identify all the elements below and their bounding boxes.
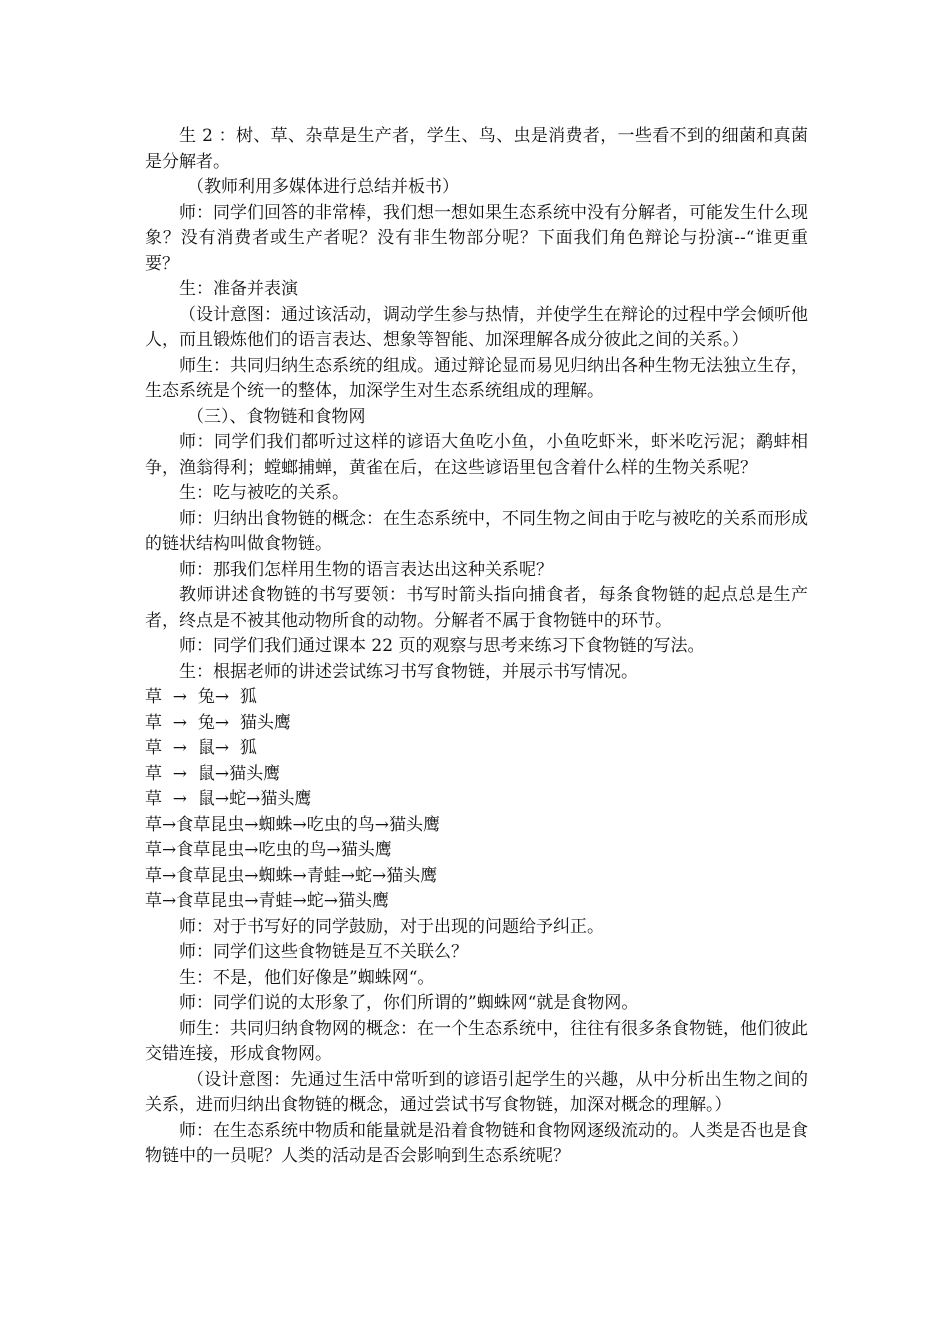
paragraph: 师生：共同归纳食物网的概念：在一个生态系统中，往往有很多条食物链，他们彼此交错连接，形成食物网。 (145, 1018, 808, 1064)
document-page (145, 124, 808, 1170)
food-chain-line: 草 → 兔→ 狐 (145, 687, 257, 707)
food-chain-line: 草→食草昆虫→蜘蛛→青蛙→蛇→猫头鹰 (145, 865, 438, 886)
paragraph: 师：同学们这些食物链是互不关联么？ (179, 942, 468, 962)
paragraph: 师：同学们回答的非常棒，我们想一想如果生态系统中没有分解者，可能发生什么现象？没有消费者或生产者呢？没有非生物部分呢？下面我们角色辩论与扮演--“谁更重要？ (145, 202, 808, 274)
food-chain-line: 草 → 鼠→ 狐 (145, 738, 257, 758)
food-chain-line: 草→食草昆虫→青蛙→蛇→猫头鹰 (145, 891, 389, 911)
paragraph: 生：根据老师的讲述尝试练习书写食物链，并展示书写情况。 (179, 661, 638, 682)
paragraph: 师生：共同归纳生态系统的组成。通过辩论显而易见归纳出各种生物无法独立生存，生态系统是个统一的整体，加深学生对生态系统组成的理解。 (145, 355, 808, 401)
paragraph: （设计意图：通过该活动，调动学生参与热情，并使学生在辩论的过程中学会倾听他人，而且锻炼他们的语言表达、想象等智能、加深理解各成分彼此之间的关系。） (145, 304, 808, 350)
paragraph: 师：对于书写好的同学鼓励，对于出现的问题给予纠正。 (179, 916, 604, 937)
paragraph: 生 2 ：树、草、杂草是生产者，学生、鸟、虫是消费者，一些看不到的细菌和真菌是分解者。 (145, 126, 808, 172)
food-chain-line: 草→食草昆虫→蜘蛛→吃虫的鸟→猫头鹰 (145, 814, 440, 835)
paragraph: 师：同学们我们通过课本 22 页的观察与思考来练习下食物链的写法。 (179, 636, 705, 656)
paragraph: 师：在生态系统中物质和能量就是沿着食物链和食物网逐级流动的。人类是否也是食物链中的一员呢？人类的活动是否会影响到生态系统呢？ (145, 1120, 808, 1166)
food-chain-line: 草→食草昆虫→吃虫的鸟→猫头鹰 (145, 840, 392, 860)
paragraph: 师：那我们怎样用生物的语言表达出这种关系呢？ (179, 559, 553, 580)
paragraph: 生：不是，他们好像是”蜘蛛网“。 (179, 967, 435, 988)
paragraph: 师：同学们我们都听过这样的谚语大鱼吃小鱼，小鱼吃虾米，虾米吃污泥；鹬蚌相争，渔翁得利；螳螂捕蝉，黄雀在后，在这些谚语里包含着什么样的生物关系呢？ (145, 432, 808, 478)
paragraph: 生：吃与被吃的关系。 (179, 483, 349, 503)
paragraph: 师：同学们说的太形象了，你们所谓的”蜘蛛网“就是食物网。 (179, 993, 639, 1013)
food-chain-line: 草 → 兔→ 猫头鹰 (145, 712, 291, 733)
paragraph: 生：准备并表演 (179, 279, 298, 299)
food-chain-line: 草 → 鼠→猫头鹰 (145, 763, 281, 784)
paragraph: 师：归纳出食物链的概念：在生态系统中，不同生物之间由于吃与被吃的关系而形成的链状结构叫做食物链。 (145, 508, 808, 554)
paragraph: （教师利用多媒体进行总结并板书） (187, 177, 459, 197)
paragraph: （设计意图：先通过生活中常听到的谚语引起学生的兴趣，从中分析出生物之间的关系，进而归纳出食物链的概念，通过尝试书写食物链，加深对概念的理解。） (145, 1069, 808, 1115)
food-chain-line: 草 → 鼠→蛇→猫头鹰 (145, 789, 312, 809)
section-heading: （三）、食物链和食物网 (187, 406, 366, 427)
paragraph: 教师讲述食物链的书写要领：书写时箭头指向捕食者，每条食物链的起点总是生产者，终点是不被其他动物所食的动物。分解者不属于食物链中的环节。 (145, 585, 808, 631)
